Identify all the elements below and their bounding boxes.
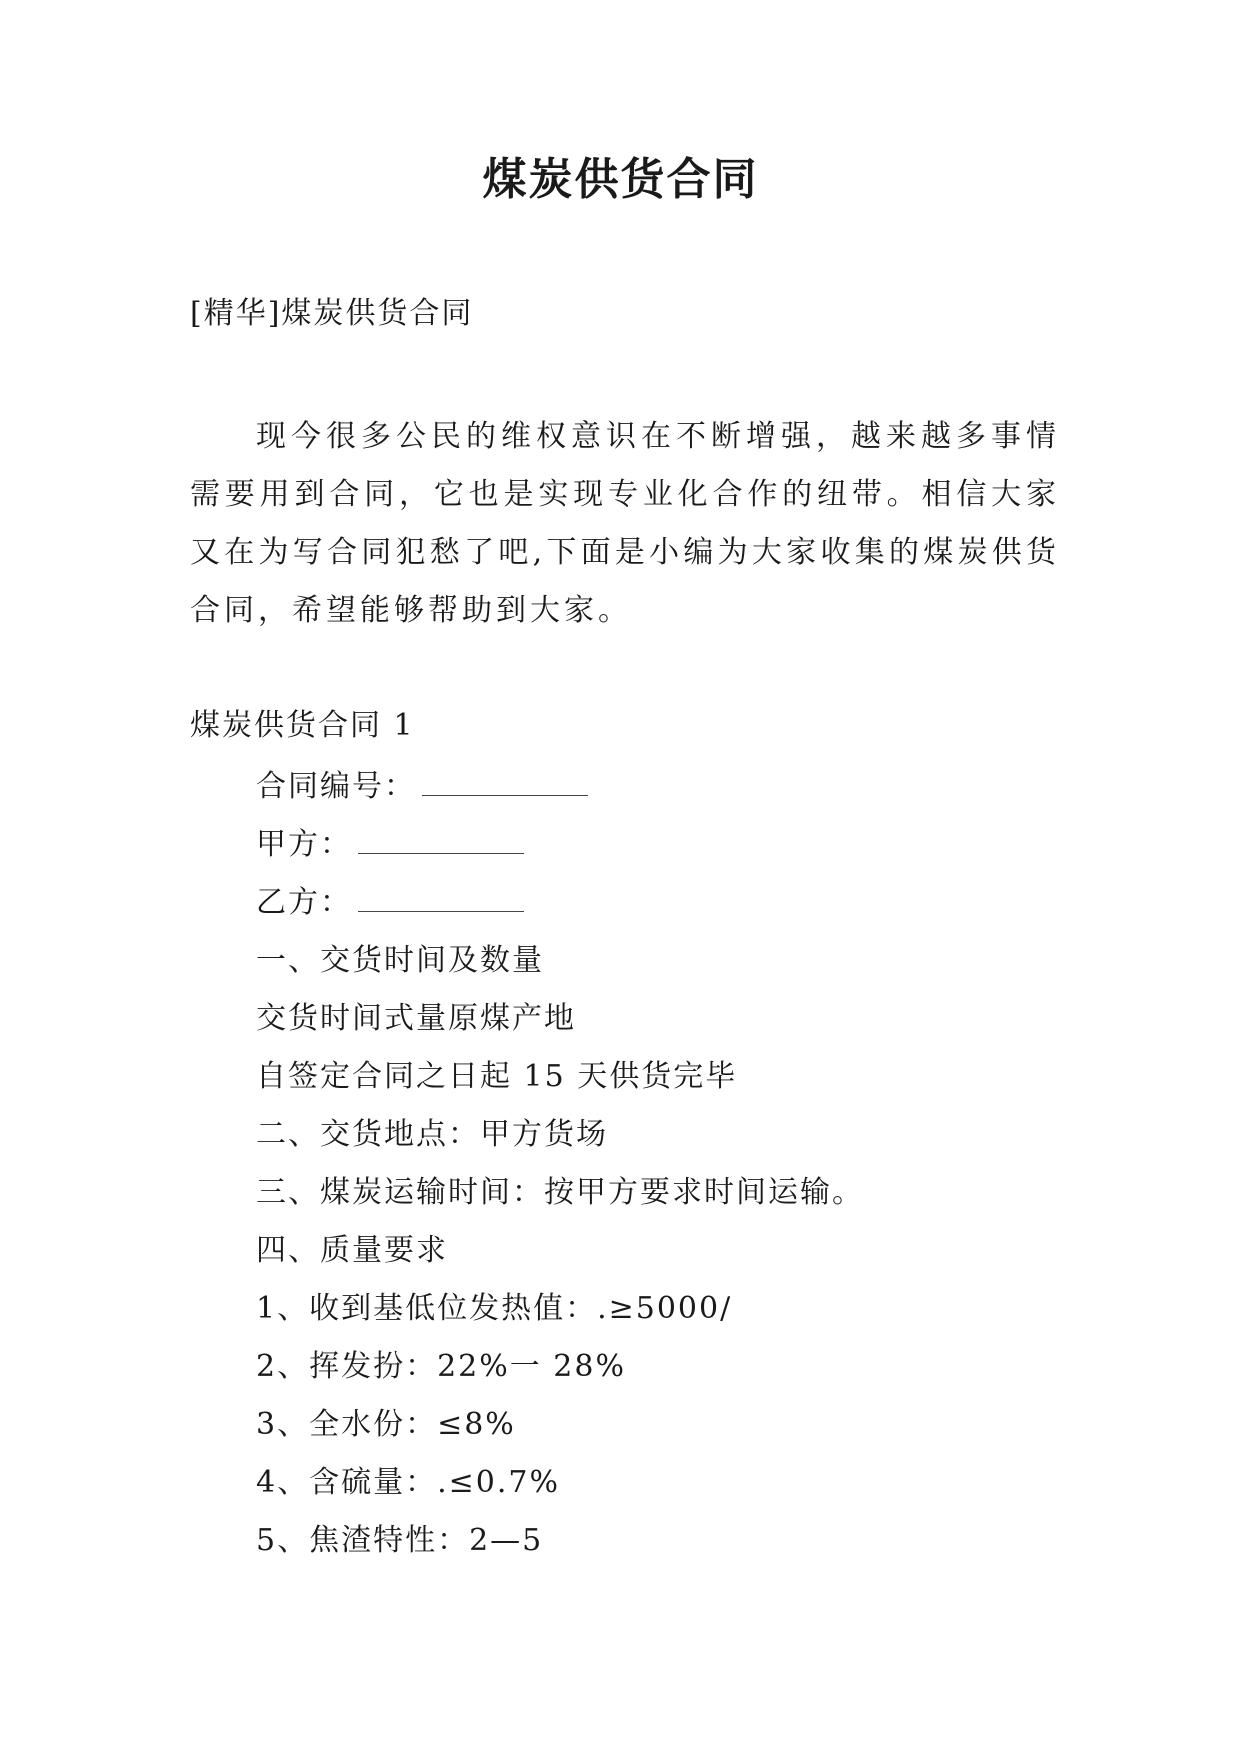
party-b-field: [256, 874, 864, 932]
clause-line: 一、交货时间及数量: [256, 943, 544, 978]
clause-line: 2、挥发扮：22%一 28%: [256, 1349, 626, 1384]
intro-paragraph: 现今很多公民的维权意识在不断增强，越来越多事情需要用到合同，它也是实现专业化合作的纽带。相信大家又在为写合同犯愁了吧,下面是小编为大家收集的煤炭供货合同，希望能够帮助到大家。: [190, 419, 1060, 628]
clause-line: 4、含硫量：.≤0.7%: [256, 1465, 560, 1500]
clause-line: 二、交货地点：甲方货场: [256, 1117, 608, 1152]
party-b-label: 乙方：: [256, 885, 352, 920]
party-a-field: [256, 816, 864, 874]
contract-number-label: 合同编号：: [256, 769, 416, 804]
clause-line: 交货时间式量原煤产地: [256, 1001, 576, 1036]
document-subtitle: [精华]煤炭供货合同: [190, 296, 474, 331]
contract-number-field: [256, 758, 864, 816]
clause-line: 1、收到基低位发热值：.≥5000/: [256, 1291, 733, 1326]
clause-line: 三、煤炭运输时间：按甲方要求时间运输。: [256, 1175, 864, 1210]
clause-line: 3、全水份：≤8%: [256, 1407, 516, 1442]
clause-line: 自签定合同之日起 15 天供货完毕: [256, 1059, 738, 1094]
contract-body: [256, 758, 864, 1570]
party-a-label: 甲方：: [256, 827, 352, 862]
clause-line: 四、质量要求: [256, 1233, 448, 1268]
party-b-blank: [358, 889, 524, 912]
party-a-blank: [358, 831, 524, 854]
clause-line: 5、焦渣特性：2—5: [256, 1523, 544, 1558]
section-heading: 煤炭供货合同 1: [190, 708, 415, 743]
contract-number-blank: [422, 773, 588, 796]
document-title: 煤炭供货合同: [482, 154, 759, 205]
